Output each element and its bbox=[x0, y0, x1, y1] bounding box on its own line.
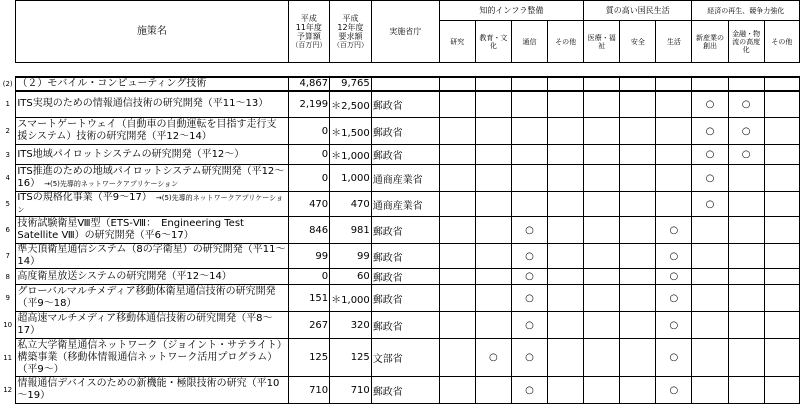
category-mark bbox=[764, 118, 799, 145]
category-mark bbox=[764, 91, 799, 118]
category-mark bbox=[764, 377, 799, 404]
table-row bbox=[0, 165, 800, 192]
implementing-agency: 通商産業省 bbox=[371, 165, 439, 192]
table-row bbox=[0, 217, 800, 244]
row-number: 8 bbox=[5, 272, 10, 281]
category-mark bbox=[512, 118, 548, 145]
category-mark: ○ bbox=[692, 145, 728, 165]
category-mark: ○ bbox=[692, 91, 728, 118]
category-mark bbox=[584, 285, 620, 312]
category-mark bbox=[764, 192, 799, 217]
category-mark bbox=[620, 312, 656, 339]
category-mark bbox=[656, 165, 692, 192]
category-mark bbox=[620, 145, 656, 165]
col-other-econ: その他 bbox=[764, 21, 799, 63]
category-mark bbox=[692, 217, 728, 244]
category-mark: ○ bbox=[656, 244, 692, 269]
category-mark: ○ bbox=[656, 339, 692, 377]
fy11-budget: 0 bbox=[288, 165, 330, 192]
table-row bbox=[0, 377, 800, 404]
category-mark bbox=[512, 145, 548, 165]
category-mark bbox=[728, 217, 764, 244]
category-mark bbox=[764, 165, 799, 192]
category-mark bbox=[548, 165, 584, 192]
row-number: 9 bbox=[5, 294, 10, 302]
category-mark bbox=[728, 377, 764, 404]
category-mark bbox=[620, 339, 656, 377]
category-mark: ○ bbox=[512, 285, 548, 312]
category-mark bbox=[548, 312, 584, 339]
fy12-request: 981 bbox=[330, 217, 372, 244]
policy-name-text: ITS推進のための地域パイロットシステム研究開発（平12～16） bbox=[17, 166, 285, 189]
category-mark bbox=[620, 118, 656, 145]
col-living: 生活 bbox=[656, 21, 692, 63]
category-mark bbox=[548, 269, 584, 285]
col-research: 研究 bbox=[439, 21, 475, 63]
policy-name bbox=[16, 244, 288, 269]
category-mark bbox=[548, 192, 584, 217]
header-group-infra: 知的インフラ整備 bbox=[439, 1, 583, 21]
category-mark bbox=[439, 339, 475, 377]
category-mark bbox=[764, 312, 799, 339]
category-mark bbox=[584, 165, 620, 192]
table-row bbox=[0, 145, 800, 165]
category-mark: ○ bbox=[512, 244, 548, 269]
row-number: 12 bbox=[3, 386, 13, 394]
category-mark bbox=[548, 285, 584, 312]
category-mark bbox=[764, 217, 799, 244]
category-mark bbox=[764, 269, 799, 285]
category-mark bbox=[512, 192, 548, 217]
row-number: 7 bbox=[5, 252, 10, 260]
implementing-agency: 郵政省 bbox=[371, 244, 439, 269]
category-mark bbox=[475, 192, 511, 217]
fy12-request: ＊1,000 bbox=[330, 145, 372, 165]
policy-name bbox=[16, 192, 288, 217]
category-mark bbox=[439, 118, 475, 145]
category-mark bbox=[439, 312, 475, 339]
category-mark bbox=[475, 165, 511, 192]
col-other-infra: その他 bbox=[548, 21, 584, 63]
category-mark bbox=[620, 91, 656, 118]
implementing-agency: 文部省 bbox=[371, 339, 439, 377]
cross-reference-note: →(5)先導的ネットワークアプリケーション bbox=[17, 194, 283, 214]
category-mark bbox=[439, 285, 475, 312]
category-mark bbox=[439, 145, 475, 165]
category-mark: ○ bbox=[512, 217, 548, 244]
fy11-budget: 470 bbox=[288, 192, 330, 217]
row-number: 1 bbox=[5, 100, 10, 108]
category-mark: ○ bbox=[656, 377, 692, 404]
policy-name-text: 技術試験衛星Ⅷ型（ETS-Ⅷ： Engineering Test Satellite Ⅷ）の研究開発（平6～17） bbox=[17, 218, 244, 241]
policy-name bbox=[16, 339, 288, 377]
implementing-agency: 郵政省 bbox=[371, 91, 439, 118]
category-mark: ○ bbox=[512, 312, 548, 339]
fy11-budget: 846 bbox=[288, 217, 330, 244]
fy12-request: 99 bbox=[330, 244, 372, 269]
header-agency: 実施省庁 bbox=[371, 1, 439, 63]
section-number: (2) bbox=[2, 79, 13, 88]
category-mark: ○ bbox=[728, 118, 764, 145]
header-group-econ: 経済の再生、競争力強化 bbox=[692, 1, 800, 21]
fy11-budget: 2,199 bbox=[288, 91, 330, 118]
category-mark bbox=[728, 312, 764, 339]
category-mark bbox=[764, 285, 799, 312]
row-number: 5 bbox=[5, 200, 10, 208]
category-mark bbox=[656, 118, 692, 145]
category-mark bbox=[439, 269, 475, 285]
col-new-industry: 新産業の創出 bbox=[692, 21, 728, 63]
section-title: （２）モバイル・コンピューティング技術 bbox=[16, 77, 288, 91]
category-mark bbox=[692, 312, 728, 339]
fy12-request: ＊1,500 bbox=[330, 118, 372, 145]
header-group-life: 質の高い国民生活 bbox=[584, 1, 692, 21]
category-mark bbox=[439, 91, 475, 118]
category-mark bbox=[728, 285, 764, 312]
table-row bbox=[0, 118, 800, 145]
implementing-agency: 郵政省 bbox=[371, 312, 439, 339]
policy-name-text: 高度衛星放送システムの研究開発（平12～14） bbox=[17, 270, 232, 282]
category-mark bbox=[439, 165, 475, 192]
fy12-request: 1,000 bbox=[330, 165, 372, 192]
fy11-budget: 0 bbox=[288, 269, 330, 285]
category-mark bbox=[620, 192, 656, 217]
category-mark: ○ bbox=[692, 118, 728, 145]
category-mark bbox=[475, 145, 511, 165]
category-mark bbox=[548, 217, 584, 244]
cross-reference-note: →(5)先導的ネットワークアプリケーション bbox=[44, 180, 179, 188]
policy-name bbox=[16, 217, 288, 244]
category-mark bbox=[475, 269, 511, 285]
category-mark bbox=[548, 377, 584, 404]
category-mark bbox=[692, 285, 728, 312]
policy-name bbox=[16, 165, 288, 192]
category-mark bbox=[728, 339, 764, 377]
table-row bbox=[0, 91, 800, 118]
category-mark bbox=[548, 118, 584, 145]
fy12-request: 320 bbox=[330, 312, 372, 339]
implementing-agency: 郵政省 bbox=[371, 145, 439, 165]
policy-name-text: ITS実現のための情報通信技術の研究開発（平11～13） bbox=[17, 98, 269, 110]
policy-name-text: 超高速マルチメディア移動体通信技術の研究開発（平8～17） bbox=[17, 313, 273, 336]
category-mark bbox=[728, 192, 764, 217]
policy-name bbox=[16, 377, 288, 404]
category-mark bbox=[548, 91, 584, 118]
row-number: 10 bbox=[3, 321, 13, 329]
policy-name-text: 私立大学衛星通信ネットワーク（ジョイント・サテライト）構築事業（移動体情報通信ネットワーク活用プログラム）（平9～） bbox=[17, 339, 282, 375]
category-mark: ○ bbox=[475, 339, 511, 377]
implementing-agency: 通商産業省 bbox=[371, 192, 439, 217]
policy-name-text: 情報通信デバイスのための新機能・極限技術の研究（平10～19） bbox=[17, 378, 280, 401]
policy-name bbox=[16, 118, 288, 145]
table-row bbox=[0, 244, 800, 269]
section-fy11: 4,867 bbox=[288, 77, 330, 91]
col-finance-logistics: 金融・物流の高度化 bbox=[728, 21, 764, 63]
col-education-culture: 教育・文化 bbox=[475, 21, 511, 63]
fy11-budget: 710 bbox=[288, 377, 330, 404]
col-medical-welfare: 医療・福祉 bbox=[584, 21, 620, 63]
category-mark bbox=[620, 217, 656, 244]
policy-name-text: スマートゲートウェイ（自動車の自動運転を目指す走行支援システム）技術の研究開発（平12～14） bbox=[17, 119, 277, 142]
category-mark bbox=[692, 339, 728, 377]
implementing-agency: 郵政省 bbox=[371, 285, 439, 312]
category-mark bbox=[548, 339, 584, 377]
implementing-agency: 郵政省 bbox=[371, 269, 439, 285]
table-row bbox=[0, 312, 800, 339]
section-fy12: 9,765 bbox=[330, 77, 372, 91]
category-mark bbox=[584, 145, 620, 165]
category-mark bbox=[728, 244, 764, 269]
category-mark bbox=[584, 118, 620, 145]
policy-name bbox=[16, 145, 288, 165]
category-mark: ○ bbox=[656, 269, 692, 285]
category-mark: ○ bbox=[512, 269, 548, 285]
category-mark bbox=[475, 217, 511, 244]
row-number: 3 bbox=[5, 150, 10, 159]
category-mark bbox=[475, 91, 511, 118]
category-mark bbox=[764, 339, 799, 377]
category-mark bbox=[548, 244, 584, 269]
category-mark bbox=[584, 269, 620, 285]
category-mark: ○ bbox=[656, 285, 692, 312]
category-mark bbox=[439, 192, 475, 217]
policy-name-text: ITS地域パイロットシステムの研究開発（平12～） bbox=[17, 148, 245, 160]
category-mark bbox=[728, 165, 764, 192]
category-mark bbox=[439, 244, 475, 269]
category-mark bbox=[692, 244, 728, 269]
policy-name bbox=[16, 312, 288, 339]
row-number: 2 bbox=[5, 127, 10, 135]
category-mark bbox=[584, 244, 620, 269]
policy-name-text: 準天頂衛星通信システム（8の字衛星）の研究開発（平11～14） bbox=[17, 244, 286, 267]
policy-name-text: グローバルマルチメディア移動体衛星通信技術の研究開発（平9～18） bbox=[17, 286, 276, 309]
category-mark bbox=[584, 217, 620, 244]
fy12-request: 710 bbox=[330, 377, 372, 404]
implementing-agency: 郵政省 bbox=[371, 377, 439, 404]
category-mark bbox=[584, 377, 620, 404]
fy11-budget: 151 bbox=[288, 285, 330, 312]
category-mark bbox=[656, 145, 692, 165]
table-row bbox=[0, 269, 800, 285]
category-mark bbox=[620, 269, 656, 285]
fy12-request: ＊2,500 bbox=[330, 91, 372, 118]
category-mark bbox=[764, 244, 799, 269]
category-mark bbox=[439, 217, 475, 244]
category-mark bbox=[692, 377, 728, 404]
implementing-agency: 郵政省 bbox=[371, 118, 439, 145]
category-mark bbox=[512, 91, 548, 118]
row-number: 4 bbox=[5, 174, 10, 182]
category-mark: ○ bbox=[692, 165, 728, 192]
category-mark bbox=[620, 165, 656, 192]
category-mark bbox=[656, 91, 692, 118]
category-mark bbox=[475, 244, 511, 269]
category-mark bbox=[728, 269, 764, 285]
table-row bbox=[0, 192, 800, 217]
fy12-request: 470 bbox=[330, 192, 372, 217]
fy11-budget: 0 bbox=[288, 118, 330, 145]
category-mark bbox=[439, 377, 475, 404]
category-mark: ○ bbox=[728, 91, 764, 118]
row-number: 11 bbox=[3, 353, 13, 362]
row-number: 6 bbox=[5, 226, 10, 234]
fy12-request: 125 bbox=[330, 339, 372, 377]
category-mark bbox=[764, 145, 799, 165]
category-mark bbox=[584, 312, 620, 339]
category-mark bbox=[475, 377, 511, 404]
section-row bbox=[0, 77, 800, 91]
col-safety: 安全 bbox=[620, 21, 656, 63]
category-mark bbox=[692, 269, 728, 285]
policy-name-text: ITSの規格化事業（平9～17） bbox=[17, 192, 152, 203]
category-mark bbox=[656, 192, 692, 217]
category-mark: ○ bbox=[656, 217, 692, 244]
fy12-request: 60 bbox=[330, 269, 372, 285]
fy11-budget: 0 bbox=[288, 145, 330, 165]
table-row bbox=[0, 285, 800, 312]
category-mark bbox=[620, 244, 656, 269]
fy12-request: ＊1,000 bbox=[330, 285, 372, 312]
category-mark bbox=[512, 165, 548, 192]
fy11-budget: 267 bbox=[288, 312, 330, 339]
col-communication: 通信 bbox=[512, 21, 548, 63]
policy-name bbox=[16, 269, 288, 285]
policy-name bbox=[16, 91, 288, 118]
category-mark bbox=[475, 312, 511, 339]
category-mark bbox=[620, 377, 656, 404]
header-fy11: 平成 11年度 予算額 （百万円） bbox=[288, 1, 330, 63]
category-mark: ○ bbox=[512, 377, 548, 404]
category-mark bbox=[475, 118, 511, 145]
implementing-agency: 郵政省 bbox=[371, 217, 439, 244]
category-mark bbox=[584, 339, 620, 377]
category-mark bbox=[548, 145, 584, 165]
category-mark: ○ bbox=[512, 339, 548, 377]
table-row bbox=[0, 339, 800, 377]
category-mark bbox=[620, 285, 656, 312]
category-mark: ○ bbox=[728, 145, 764, 165]
header-fy12: 平成 12年度 要求額 （百万円） bbox=[330, 1, 372, 63]
fy11-budget: 125 bbox=[288, 339, 330, 377]
category-mark bbox=[584, 91, 620, 118]
header-policy-name: 施策名 bbox=[16, 1, 288, 63]
policy-name bbox=[16, 285, 288, 312]
category-mark: ○ bbox=[692, 192, 728, 217]
category-mark: ○ bbox=[656, 312, 692, 339]
category-mark bbox=[475, 285, 511, 312]
category-mark bbox=[584, 192, 620, 217]
fy11-budget: 99 bbox=[288, 244, 330, 269]
